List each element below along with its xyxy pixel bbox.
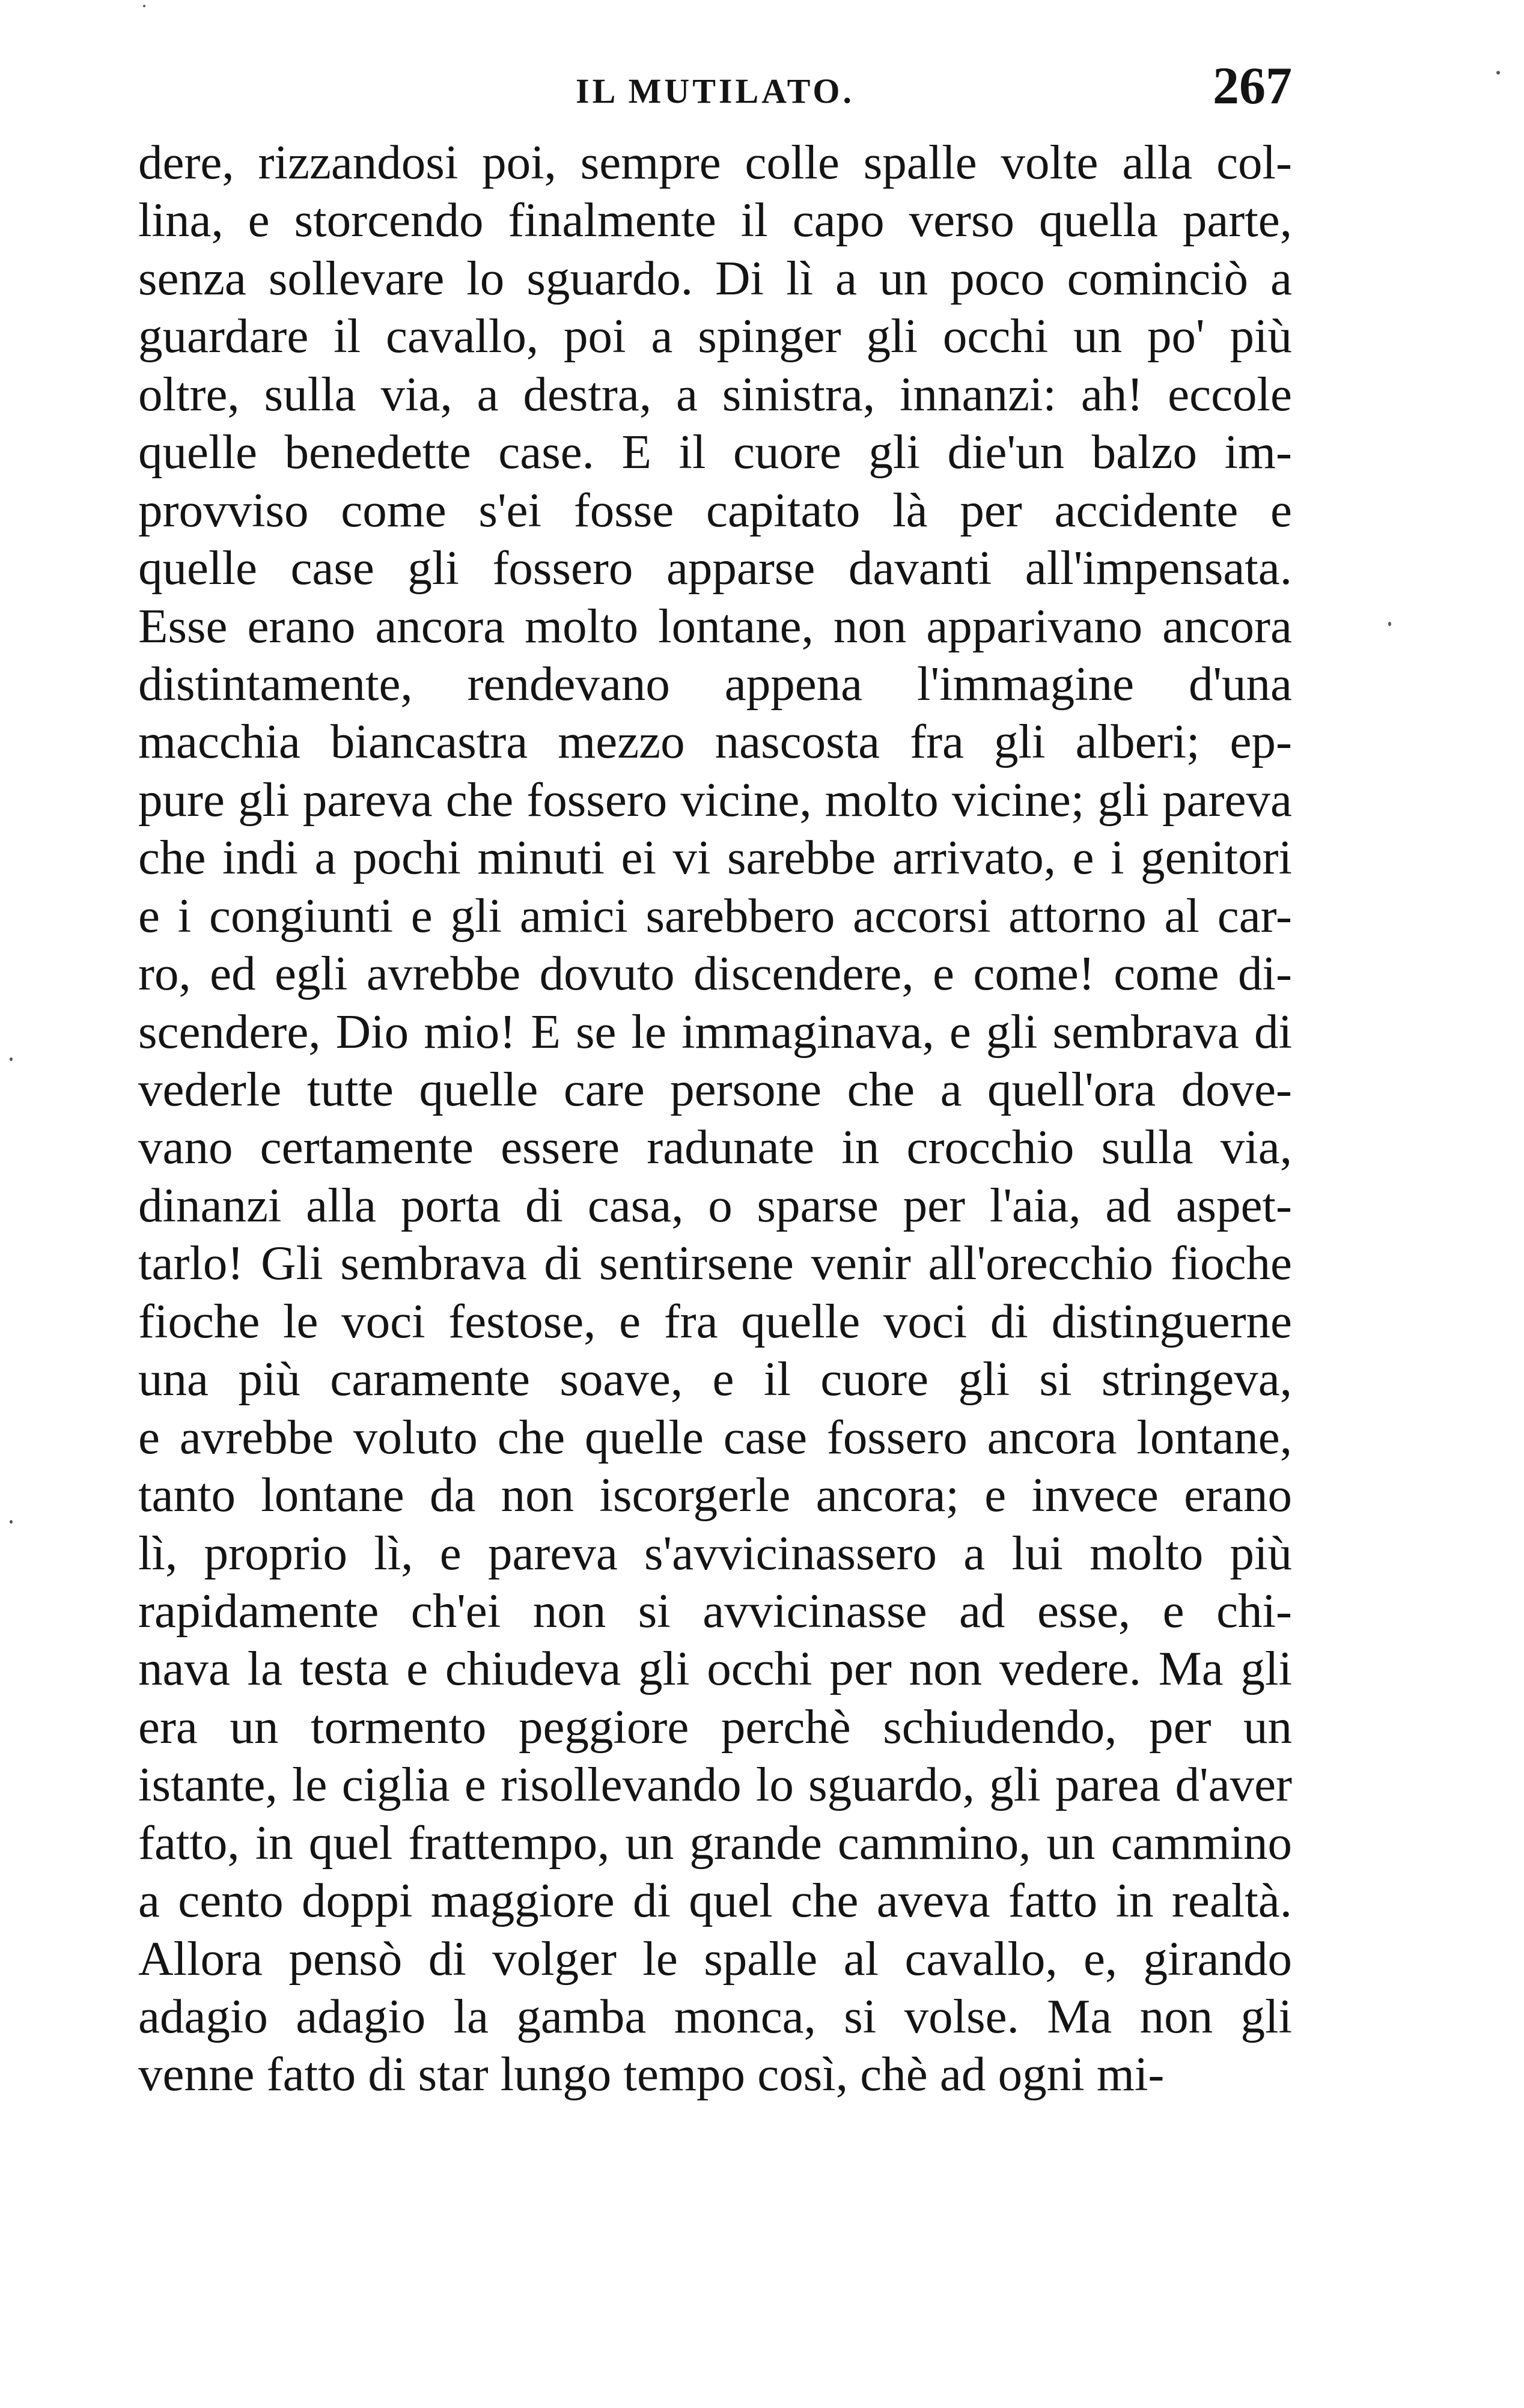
text-line: lina, e storcendo finalmente il capo verso quella parte, <box>138 193 1292 248</box>
text-line: nava la testa e chiudeva gli occhi per non vedere. Ma gli <box>138 1641 1292 1696</box>
text-line: una più caramente soave, e il cuore gli si stringeva, <box>138 1352 1292 1406</box>
text-line: tanto lontane da non iscorgerle ancora; e invece erano <box>138 1468 1292 1522</box>
text-line: vederle tutte quelle care persone che a quell'ora dove- <box>138 1062 1292 1116</box>
scan-speck <box>143 5 145 7</box>
text-line: lì, proprio lì, e pareva s'avvicinassero a lui molto più <box>138 1525 1292 1580</box>
text-line: dere, rizzandosi poi, sempre colle spalle volte alla col- <box>138 135 1292 189</box>
body-text <box>138 133 1292 2103</box>
page-number: 267 <box>1213 57 1292 115</box>
text-line: scendere, Dio mio! E se le immaginava, e gli sembrava di <box>138 1004 1292 1059</box>
text-line: oltre, sulla via, a destra, a sinistra, innanzi: ah! eccole <box>138 366 1292 421</box>
text-line: Allora pensò di volger le spalle al cavallo, e, girando <box>138 1931 1292 1986</box>
text-line: fioche le voci festose, e fra quelle voci di distinguerne <box>138 1294 1292 1348</box>
running-head <box>138 57 1292 126</box>
scan-speck <box>1388 622 1391 626</box>
text-line: quelle benedette case. E il cuore gli die'un balzo im- <box>138 425 1292 479</box>
text-line: e i congiunti e gli amici sarebbero accorsi attorno al car- <box>138 888 1292 943</box>
running-title: IL MUTILATO. <box>576 71 855 111</box>
text-line: istante, le ciglia e risollevando lo sguardo, gli parea d'aver <box>138 1757 1292 1812</box>
text-line: ro, ed egli avrebbe dovuto discendere, e come! come di- <box>138 946 1292 1001</box>
text-line: distintamente, rendevano appena l'immagine d'una <box>138 656 1292 711</box>
text-line: vano certamente essere radunate in crocchio sulla via, <box>138 1120 1292 1175</box>
text-line: pure gli pareva che fossero vicine, molto vicine; gli pareva <box>138 772 1292 827</box>
text-line: provviso come s'ei fosse capitato là per accidente e <box>138 482 1292 537</box>
text-line: tarlo! Gli sembrava di sentirsene venir all'orecchio fioche <box>138 1236 1292 1291</box>
text-line: venne fatto di star lungo tempo così, chè ad ogni mi- <box>138 2047 1165 2102</box>
text-line: era un tormento peggiore perchè schiudendo, per un <box>138 1699 1292 1754</box>
text-line: a cento doppi maggiore di quel che aveva fatto in realtà. <box>138 1873 1292 1928</box>
text-line: rapidamente ch'ei non si avvicinasse ad esse, e chi- <box>138 1583 1292 1638</box>
text-line: senza sollevare lo sguardo. Di lì a un poco cominciò a <box>138 251 1292 305</box>
text-line: Esse erano ancora molto lontane, non apparivano ancora <box>138 598 1292 653</box>
scan-speck <box>1496 71 1500 74</box>
text-line: fatto, in quel frattempo, un grande cammino, un cammino <box>138 1815 1292 1870</box>
text-line: guardare il cavallo, poi a spinger gli occhi un po' più <box>138 309 1292 363</box>
text-line: che indi a pochi minuti ei vi sarebbe arrivato, e i genitori <box>138 830 1292 885</box>
text-line: macchia biancastra mezzo nascosta fra gli alberi; ep- <box>138 714 1292 769</box>
scan-speck <box>10 1520 13 1524</box>
scan-speck <box>10 1057 13 1061</box>
text-line: e avrebbe voluto che quelle case fossero ancora lontane, <box>138 1409 1292 1464</box>
text-line: adagio adagio la gamba monca, si volse. Ma non gli <box>138 1989 1292 2043</box>
text-line: quelle case gli fossero apparse davanti all'impensata. <box>138 541 1292 595</box>
text-line: dinanzi alla porta di casa, o sparse per l'aia, ad aspet- <box>138 1178 1292 1232</box>
